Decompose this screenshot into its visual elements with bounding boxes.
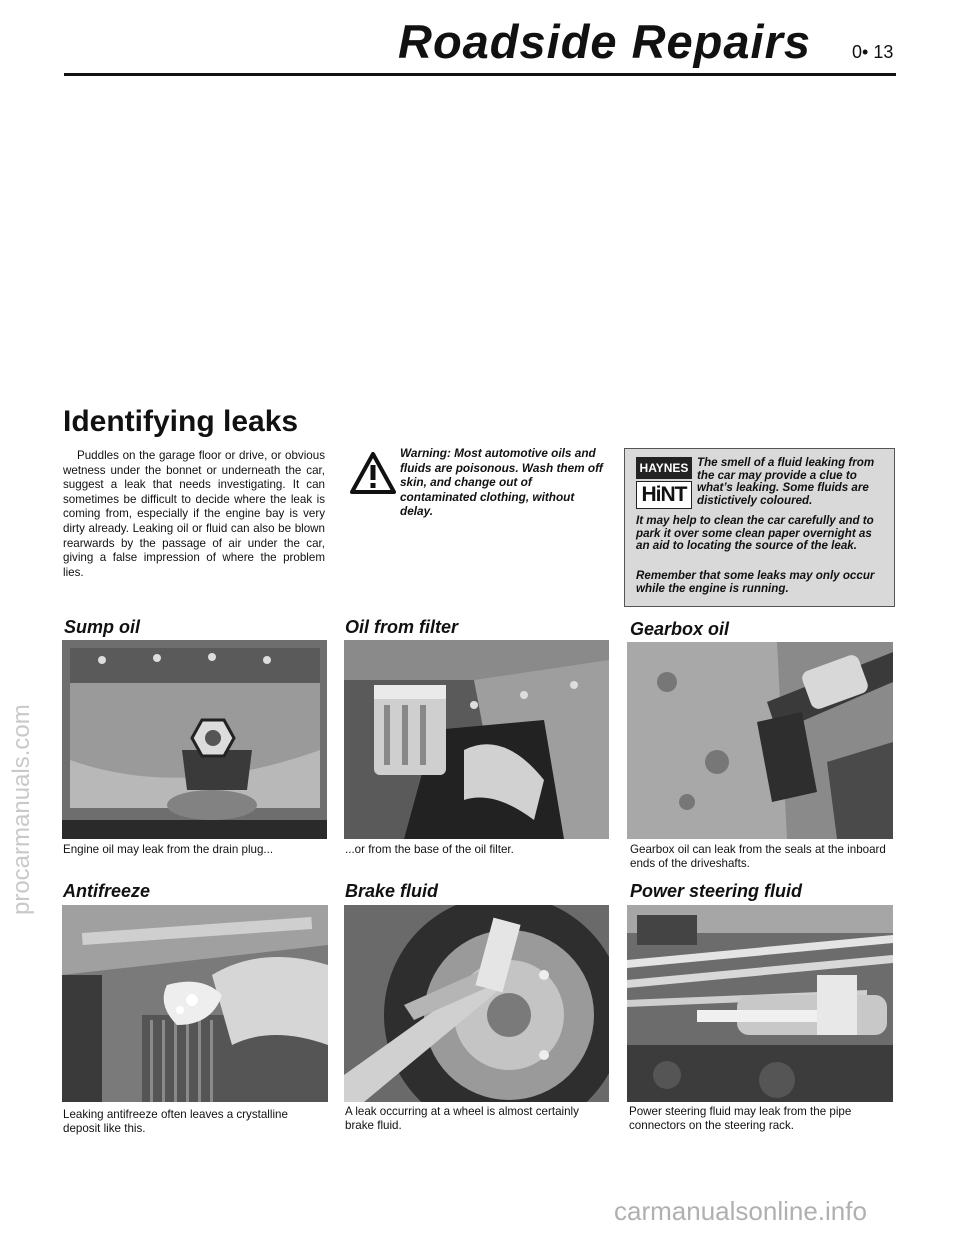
section-title: Identifying leaks <box>63 405 299 438</box>
heading-brake-fluid: Brake fluid <box>345 881 439 901</box>
caption-antifreeze: Leaking antifreeze often leaves a crystalline deposit like this. <box>63 1108 288 1135</box>
warning-text: Warning: Most automotive oils and fluids are poisonous. Wash them off skin, and change out of contaminated clothing, without delay. <box>400 446 603 519</box>
hint-badge-top: HAYNES <box>636 457 692 479</box>
heading-oil-from-filter: Oil from filter <box>345 617 459 637</box>
intro-paragraph <box>63 449 325 580</box>
footer-watermark: carmanualsonline.info <box>614 1196 867 1226</box>
caption-sump-oil: Engine oil may leak from the drain plug... <box>63 843 274 856</box>
side-watermark-text: procarmanuals.com <box>8 704 35 915</box>
heading-sump-oil: Sump oil <box>64 617 140 637</box>
hint-paragraph-1: The smell of a fluid leaking from the car may provide a clue to what’s leaking. Some fluids are distictively coloured. <box>697 456 875 507</box>
haynes-hint-logo <box>636 457 692 509</box>
hint-badge-bottom: HiNT <box>636 481 692 509</box>
hint-paragraph-3: Remember that some leaks may only occur while the engine is running. <box>636 569 875 595</box>
caption-gearbox-oil: Gearbox oil can leak from the seals at the inboard ends of the driveshafts. <box>630 843 886 870</box>
heading-power-steering-fluid: Power steering fluid <box>630 881 803 901</box>
caption-brake-fluid: A leak occurring at a wheel is almost certainly brake fluid. <box>345 1105 579 1132</box>
caption-power-steering-fluid: Power steering fluid may leak from the pipe connectors on the steering rack. <box>629 1105 852 1132</box>
page-header-title: Roadside Repairs <box>398 15 812 68</box>
page-number: 0• 13 <box>852 42 894 62</box>
hint-paragraph-2: It may help to clean the car carefully and to park it over some clean paper overnight as an aid to locating the source of the leak. <box>636 514 874 553</box>
photo-sump-drain-plug <box>62 640 327 839</box>
warning-triangle-icon <box>350 452 396 494</box>
heading-gearbox-oil: Gearbox oil <box>630 619 730 639</box>
caption-oil-from-filter: ...or from the base of the oil filter. <box>345 843 514 856</box>
photo-antifreeze-radiator <box>62 905 328 1102</box>
photo-oil-filter <box>344 640 609 839</box>
heading-antifreeze: Antifreeze <box>63 881 151 901</box>
photo-power-steering-rack <box>627 905 893 1102</box>
photo-gearbox-driveshaft <box>627 642 893 839</box>
side-watermark <box>8 515 38 915</box>
haynes-hint-box <box>624 448 895 607</box>
intro-text: Puddles on the garage floor or drive, or obvious wetness under the bonnet or underneath the car, suggest a leak that needs investigating. It can sometimes be difficult to decide where the leak is coming from, especially if the engine bay is very dirty already. Leaking oil or fluid can also be blown rearwards by the passage of air under the car, giving a false impression of where the problem lies. <box>63 449 325 579</box>
photo-brake-wheel <box>344 905 609 1102</box>
header-rule <box>64 73 896 76</box>
